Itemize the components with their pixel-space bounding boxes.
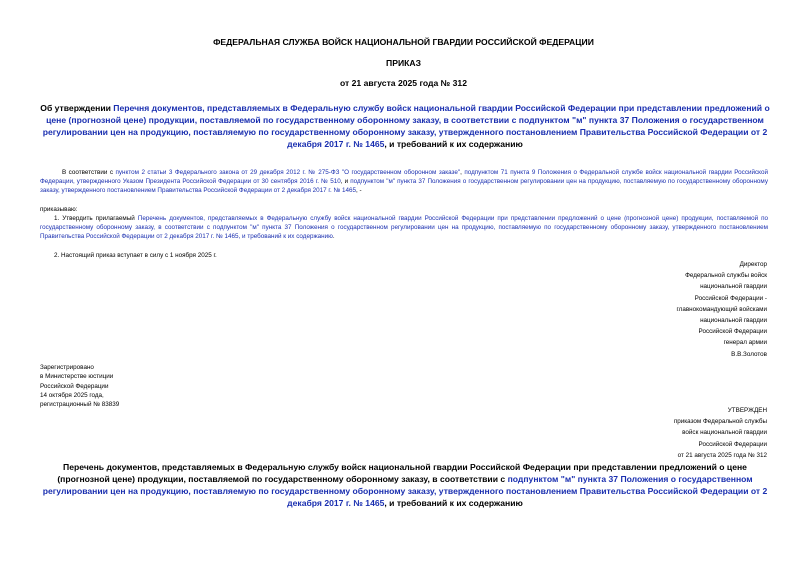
approval-line: войск национальной гвардии: [682, 429, 767, 437]
preamble-sep-2: , и: [340, 178, 351, 186]
registration-block: [40, 363, 240, 409]
list-title-suffix: , и требований к их содержанию: [384, 498, 523, 508]
order-title-suffix: , и требований к их содержанию: [384, 139, 523, 149]
signature-line: национальной гвардии: [700, 283, 767, 291]
signature-line: генерал армии: [723, 339, 767, 347]
order-date-number: от 21 августа 2025 года № 312: [340, 78, 467, 88]
signature-line: Российской Федерации: [698, 328, 767, 336]
approved-list-link[interactable]: Перечень документов, представляемых в Федеральную службу войск национальной гвардии Российской Федерации при представлении предложений о цене (прогнозной цене) продукции, поставляемой по государственному оборонному заказу, в соответствии с подпунктом "м" пункта 37 Положения о государственном регулировании цен на продукцию, поставляемую по государственному оборонному заказу, утвержденного постановлением Правительства Российской Федерации от 2 декабря 2017 г. № 1465, и требований к их содержанию: [40, 215, 769, 241]
order-title-link[interactable]: Перечня документов, представляемых в Федеральную службу войск национальной гвардии Российской Федерации при представлении предложений о цене (прогнозной цене) продукции, поставляемой по государственному оборонному заказу, в соответствии с подпунктом "м" пункта 37 Положения о государственном регулировании цен на продукцию, поставляемую по государственному оборонному заказу, утвержденного постановлением Правительства Российской Федерации от 2 декабря 2017 г. № 1465: [42, 103, 770, 149]
list-title: [40, 461, 770, 509]
order-word: приказываю:: [40, 206, 78, 213]
signature-block: [627, 259, 767, 360]
item-1-end: .: [332, 233, 335, 241]
approval-line: от 21 августа 2025 года № 312: [677, 451, 767, 459]
pricing-regulation-link[interactable]: подпунктом "м" пункта 37 Положения о государственном регулировании цен на продукцию, поставляемую по государственному оборонному заказу, утвержденного постановлением Правительства Российской Федерации от 2 декабря 2017 г. № 1465: [40, 178, 768, 195]
registration-line: Российской Федерации: [40, 382, 109, 390]
approval-line: УТВЕРЖДЕН: [727, 407, 767, 414]
item-2-text: 2. Настоящий приказ вступает в силу с 1 ноября 2025 г.: [54, 252, 217, 259]
approval-line: Российской Федерации: [698, 440, 767, 448]
document-type: ПРИКАЗ: [386, 58, 421, 68]
registration-number: регистрационный № 83839: [40, 401, 120, 409]
registration-line: 14 октября 2025 года,: [40, 391, 104, 399]
signature-line: главнокомандующий войсками: [676, 305, 767, 313]
preamble-end: , -: [355, 187, 362, 195]
signatory-name: В.В.Золотов: [731, 350, 767, 358]
item-1-text: 1. Утвердить прилагаемый: [54, 215, 138, 222]
list-title-link[interactable]: подпунктом "м" пункта 37 Положения о государственном регулировании цен на продукцию, поставляемую по государственному оборонному заказу, утвержденного постановлением Правительства Российской Федерации от 2 декабря 2017 г. № 1465: [42, 474, 768, 508]
law-link[interactable]: пунктом 2 статьи 3 Федерального закона от 29 декабря 2012 г. № 275-ФЗ "О государственном оборонном заказе": [115, 169, 461, 176]
registration-line: в Министерстве юстиции: [40, 373, 114, 381]
signature-line: Директор: [739, 261, 767, 268]
preamble-sep-1: ,: [460, 169, 465, 176]
registration-line: Зарегистрировано: [40, 364, 94, 371]
signature-line: Российской Федерации -: [694, 294, 767, 302]
order-title: [40, 102, 770, 150]
approval-line: приказом Федеральной службы: [673, 418, 767, 426]
order-item-1: [40, 214, 768, 242]
order-title-prefix: Об утверждении: [40, 103, 114, 113]
regulation-link[interactable]: подпунктом 71 пункта 9 Положения о Федеральной службе войск национальной гвардии Российской Федерации, утвержденного Указом Президента Российской Федерации от 30 сентября 2016 г. № 510: [40, 169, 768, 186]
agency-name: ФЕДЕРАЛЬНАЯ СЛУЖБА ВОЙСК НАЦИОНАЛЬНОЙ ГВАРДИИ РОССИЙСКОЙ ФЕДЕРАЦИИ: [213, 37, 594, 47]
signature-line: национальной гвардии: [700, 317, 767, 325]
preamble-paragraph: [40, 168, 768, 196]
signature-line: Федеральной службы войск: [685, 272, 767, 280]
list-title-text: Перечень документов, представляемых в Федеральную службу войск национальной гвардии Российской Федерации при представлении предложений о цене (прогнозной цене) продукции, поставляемой по государственному оборонному заказу, в соответствии с: [57, 462, 747, 484]
preamble-text: В соответствии с: [62, 169, 116, 176]
approval-block: [627, 405, 767, 461]
